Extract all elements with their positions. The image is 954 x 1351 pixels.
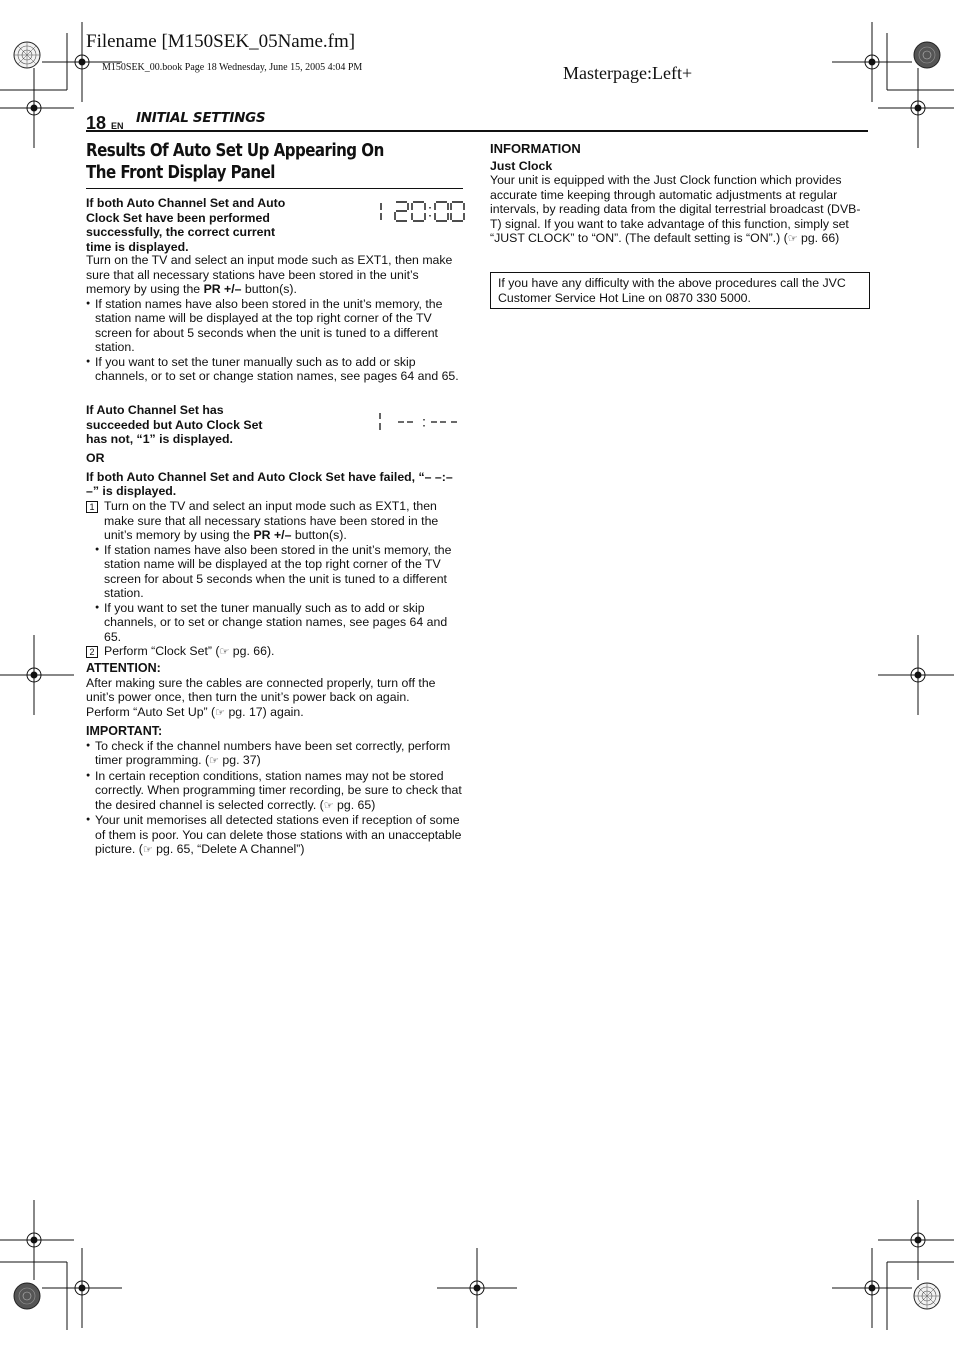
book-info-line: M150SEK_00.book Page 18 Wednesday, June 15, 2005 4:04 PM	[102, 62, 363, 73]
important-block	[86, 724, 464, 858]
important-item: ● In certain reception conditions, station names may not be stored correctly. When programming timer recording, be sure to check that the desired channel is selected correctly. (☞ pg. 65)	[86, 769, 464, 814]
language-tag: EN	[111, 121, 124, 131]
crosshair-icon	[832, 1248, 912, 1328]
display-time-1-2000	[376, 199, 466, 225]
support-hotline-text: If you have any difficulty with the above procedures call the JVC Customer Service Hot Line on 0870 330 5000.	[498, 276, 846, 305]
step-1: 1 Turn on the TV and select an input mode such as EXT1, then make sure that all necessary stations have been stored in the unit’s memory by using the PR +/– button(s).	[86, 499, 464, 543]
step-bullet: ● If you want to set the tuner manually such as to add or skip channels, or to set or change station names, see pages 64 and 65.	[86, 601, 464, 645]
case1-bullet: ● If you want to set the tuner manually such as to add or skip channels, or to set or change station names, see pages 64 and 65.	[86, 355, 464, 384]
display-channel-1-no-clock	[376, 410, 466, 434]
attention-heading: ATTENTION:	[86, 661, 161, 675]
case1-paragraph: Turn on the TV and select an input mode such as EXT1, then make sure that all necessary stations have been stored in the unit’s memory by using the PR +/– button(s).	[86, 253, 453, 296]
reference-icon: ☞	[215, 706, 226, 719]
steps-list	[86, 499, 464, 660]
attention-body: After making sure the cables are connected properly, turn off the unit’s power once, then turn the unit’s power back on again.	[86, 675, 436, 704]
support-hotline-box	[490, 272, 870, 309]
important-heading: IMPORTANT:	[86, 724, 163, 738]
crosshair-icon	[42, 1248, 122, 1328]
case1-bullet: ● If station names have also been stored in the unit’s memory, the station name will be displayed at the top right corner of the TV screen for about 5 seconds when the unit is tuned to a different station.	[86, 297, 464, 355]
important-item: ● To check if the channel numbers have been set correctly, perform timer programming. (☞ pg. 37)	[86, 739, 464, 769]
reference-icon: ☞	[142, 844, 153, 856]
step-number: 2	[86, 646, 98, 658]
masterpage-label: Masterpage:Left+	[563, 63, 693, 83]
filename-label: Filename [M150SEK_05Name.fm]	[86, 31, 356, 52]
reference-icon: ☞	[323, 799, 334, 812]
information-block	[490, 142, 862, 247]
case3-heading: If both Auto Channel Set and Auto Clock Set have failed, “– –:– –” is displayed.	[86, 469, 453, 498]
crosshair-icon	[878, 635, 954, 715]
header-rule	[86, 130, 868, 132]
or-and-case3	[86, 451, 466, 499]
reference-icon: ☞	[787, 233, 798, 245]
page-number-value: 18	[86, 113, 107, 133]
crosshair-icon	[437, 1248, 517, 1328]
attention-block	[86, 661, 464, 720]
information-heading: INFORMATION	[490, 141, 581, 156]
step-number: 1	[86, 501, 98, 513]
important-item: ● Your unit memorises all detected stations even if reception of some of them is poor. You can delete those stations with an unacceptable picture. (☞ pg. 65, “Delete A Channel”)	[86, 813, 464, 858]
crosshair-icon	[878, 68, 954, 148]
case1-body	[86, 253, 464, 384]
just-clock-heading: Just Clock	[490, 158, 553, 173]
crosshair-icon	[0, 68, 74, 148]
reference-icon: ☞	[219, 646, 230, 658]
registration-star-icon	[14, 1283, 40, 1309]
reference-icon: ☞	[209, 755, 219, 767]
registration-star-icon	[914, 1283, 940, 1309]
crosshair-icon	[878, 1200, 954, 1280]
just-clock-body: Your unit is equipped with the Just Clock function which provides accurate time keeping through automatic adjustments at regular intervals, by reading data from the digital terrestrial broadcast (DVB-T) signal. If you want to take advantage of this function, simply set “JUST CLOCK” to “ON”. (The default setting is “ON”.) (☞ pg. 66)	[490, 173, 861, 245]
section-title: INITIAL SETTINGS	[136, 110, 266, 126]
attention-body-2: Perform “Auto Set Up” (☞ pg. 17) again.	[86, 704, 304, 719]
crosshair-icon	[0, 1200, 74, 1280]
step-2: 2 Perform “Clock Set” (☞ pg. 66).	[86, 644, 464, 660]
crosshair-icon	[0, 635, 74, 715]
page-title: Results Of Auto Set Up Appearing On The Front Display Panel	[86, 141, 384, 183]
step-bullet: ● If station names have also been stored in the unit’s memory, the station name will be displayed at the top right corner of the TV screen for about 5 seconds when the unit is tuned to a different station.	[86, 543, 464, 601]
title-rule	[86, 188, 463, 189]
registration-star-icon	[14, 42, 40, 68]
case1-heading: If both Auto Channel Set and Auto Clock Set have been performed successfully, the correct current time is displayed.	[86, 196, 286, 254]
registration-star-icon	[914, 42, 940, 68]
or-label: OR	[86, 451, 105, 465]
case2-heading: If Auto Channel Set has succeeded but Auto Clock Set has not, “1” is displayed.	[86, 403, 263, 446]
